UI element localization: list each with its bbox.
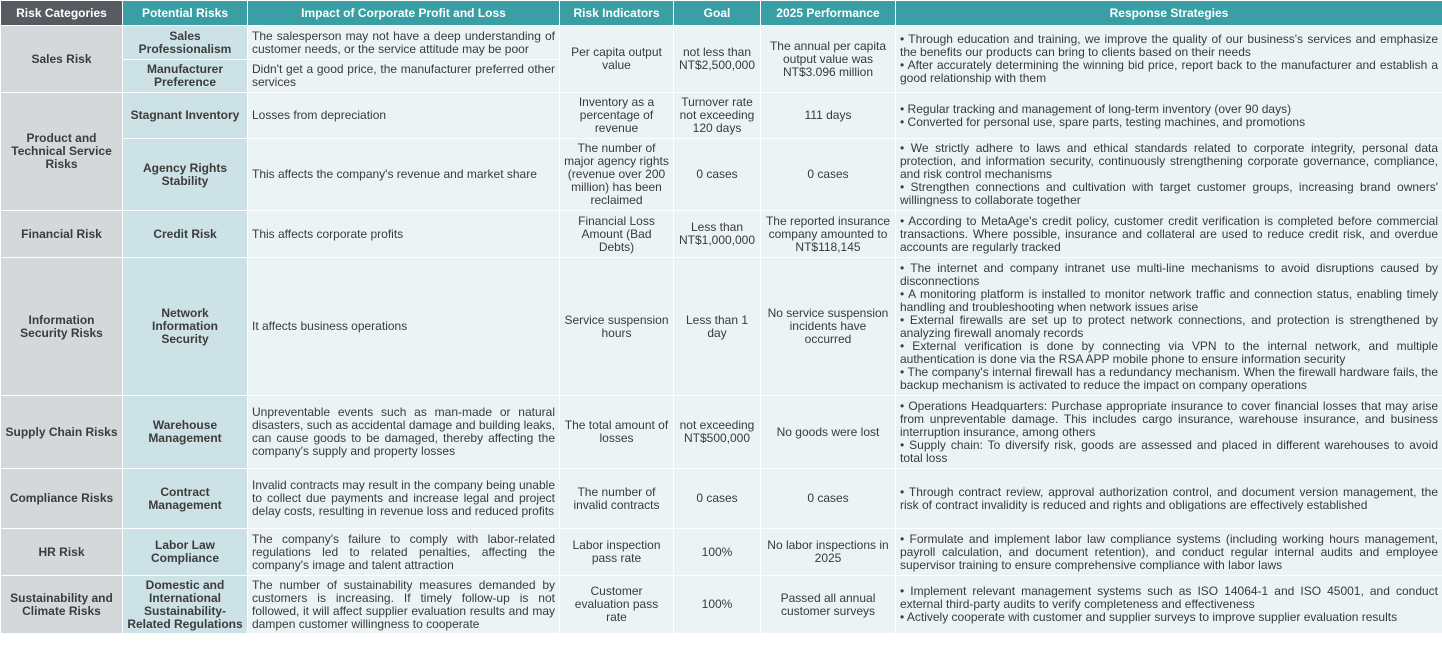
potential-risk: Warehouse Management <box>123 396 248 469</box>
header-performance: 2025 Performance <box>761 1 896 26</box>
potential-risk: Sales Professionalism <box>123 26 248 60</box>
impact-cell: The company's failure to comply with labor-related regulations led to related penalties, affecting the company's image and talent attraction <box>248 529 560 576</box>
goal-cell: 100% <box>674 576 761 634</box>
header-impact: Impact of Corporate Profit and Loss <box>248 1 560 26</box>
impact-cell: Unpreventable events such as man-made or natural disasters, such as accidental damage and building leaks, can cause goods to be damaged, thereby affecting the company's supply and property losses <box>248 396 560 469</box>
response-item: • Strengthen connections and cultivation with target customer groups, increasing brand owners' willingness to collaborate together <box>900 180 1438 207</box>
performance-cell: 0 cases <box>761 469 896 529</box>
response-item: • According to MetaAge's credit policy, customer credit verification is completed before commercial transactions. Where possible, insurance and collateral are used to reduce credit risk, and overdue accounts are regularly tracked <box>900 213 1438 254</box>
indicator-cell: Per capita output value <box>560 26 674 93</box>
category-product-technical-service-risks: Product and Technical Service Risks <box>1 93 123 211</box>
response-item: • Actively cooperate with customer and supplier surveys to improve supplier evaluation results <box>900 610 1398 624</box>
performance-cell: No labor inspections in 2025 <box>761 529 896 576</box>
response-item: • The company's internal firewall has a redundancy mechanism. When the firewall hardware fails, the backup mechanism is activated to reduce the impact on company operations <box>900 364 1438 392</box>
table-row <box>1 576 1442 634</box>
response-cell <box>896 258 1442 396</box>
category-supply-chain-risks: Supply Chain Risks <box>1 396 123 469</box>
header-row <box>1 1 1442 26</box>
goal-cell: Less than NT$1,000,000 <box>674 211 761 258</box>
response-item: • Operations Headquarters: Purchase appropriate insurance to cover financial losses that may arise from unpreventable damage. This includes cargo insurance, warehouse insurance, and business interruption insurance, among others <box>900 398 1438 439</box>
impact-cell: This affects the company's revenue and market share <box>248 139 560 211</box>
impact-cell: This affects corporate profits <box>248 211 560 258</box>
table-row <box>1 26 1442 60</box>
goal-cell: 100% <box>674 529 761 576</box>
impact-cell: Invalid contracts may result in the company being unable to collect due payments and increase legal and project delay costs, resulting in revenue loss and reduced profits <box>248 469 560 529</box>
goal-cell: not exceeding NT$500,000 <box>674 396 761 469</box>
performance-cell: 0 cases <box>761 139 896 211</box>
table-row <box>1 93 1442 139</box>
header-goal: Goal <box>674 1 761 26</box>
goal-cell: Turnover rate not exceeding 120 days <box>674 93 761 139</box>
potential-risk: Labor Law Compliance <box>123 529 248 576</box>
potential-risk: Network Information Security <box>123 258 248 396</box>
table-row <box>1 469 1442 529</box>
performance-cell: The annual per capita output value was NT$3.096 million <box>761 26 896 93</box>
response-item: • Converted for personal use, spare parts, testing machines, and promotions <box>900 114 1306 129</box>
category-financial-risk: Financial Risk <box>1 211 123 258</box>
category-sustainability-climate-risks: Sustainability and Climate Risks <box>1 576 123 634</box>
table-row <box>1 139 1442 211</box>
performance-cell: No goods were lost <box>761 396 896 469</box>
response-item: • Through contract review, approval authorization control, and document version management, the risk of contract invalidity is reduced and rights and obligations are effectively established <box>900 484 1438 512</box>
header-risk-categories: Risk Categories <box>1 1 123 26</box>
indicator-cell: Labor inspection pass rate <box>560 529 674 576</box>
table-row <box>1 211 1442 258</box>
indicator-cell: Service suspension hours <box>560 258 674 396</box>
response-item: • External firewalls are set up to protect network connections, and protection is strengthened by analyzing firewall anomaly records <box>900 312 1438 340</box>
response-cell <box>896 93 1442 139</box>
response-item: • A monitoring platform is installed to monitor network traffic and connection status, enabling timely handling and troubleshooting when network issues arise <box>900 286 1438 314</box>
goal-cell: 0 cases <box>674 469 761 529</box>
response-item: • External verification is done by connecting via VPN to the internal network, and multiple authentication is done via the RSA APP mobile phone to ensure information security <box>900 338 1438 366</box>
performance-cell: No service suspension incidents have occurred <box>761 258 896 396</box>
potential-risk: Contract Management <box>123 469 248 529</box>
category-information-security-risks: Information Security Risks <box>1 258 123 396</box>
header-potential-risks: Potential Risks <box>123 1 248 26</box>
goal-cell: not less than NT$2,500,000 <box>674 26 761 93</box>
goal-cell: Less than 1 day <box>674 258 761 396</box>
impact-cell: The number of sustainability measures demanded by customers is increasing. If timely follow-up is not followed, it will affect supplier evaluation results and may dampen customer willingness to cooperate <box>248 576 560 634</box>
potential-risk: Domestic and International Sustainability-Related Regulations <box>123 576 248 634</box>
response-cell <box>896 469 1442 529</box>
table-row <box>1 529 1442 576</box>
table-row <box>1 258 1442 396</box>
indicator-cell: The total amount of losses <box>560 396 674 469</box>
category-hr-risk: HR Risk <box>1 529 123 576</box>
potential-risk: Credit Risk <box>123 211 248 258</box>
response-item: • The internet and company intranet use multi-line mechanisms to avoid disruptions caused by disconnections <box>900 260 1438 288</box>
header-response-strategies: Response Strategies <box>896 1 1442 26</box>
potential-risk: Manufacturer Preference <box>123 60 248 93</box>
goal-cell: 0 cases <box>674 139 761 211</box>
indicator-cell: The number of major agency rights (revenue over 200 million) has been reclaimed <box>560 139 674 211</box>
indicator-cell: The number of invalid contracts <box>560 469 674 529</box>
response-item: • Through education and training, we improve the quality of our business's services and emphasize the benefits our products can bring to clients based on their needs <box>900 32 1438 59</box>
performance-cell: 111 days <box>761 93 896 139</box>
response-item: • Supply chain: To diversify risk, goods are assessed and placed in different warehouses to avoid total loss <box>900 437 1438 465</box>
potential-risk: Stagnant Inventory <box>123 93 248 139</box>
response-cell <box>896 26 1442 93</box>
indicator-cell: Financial Loss Amount (Bad Debts) <box>560 211 674 258</box>
impact-cell: It affects business operations <box>248 258 560 396</box>
response-cell <box>896 576 1442 634</box>
response-item: • We strictly adhere to laws and ethical standards related to corporate integrity, personal data protection, and information security, continuously strengthening corporate governance, compliance, and risk control mechanisms <box>900 141 1438 181</box>
impact-cell: The salesperson may not have a deep understanding of customer needs, or the service attitude may be poor <box>248 26 560 60</box>
response-item: • After accurately determining the winning bid price, report back to the manufacturer and establish a good relationship with them <box>900 58 1438 85</box>
response-cell <box>896 139 1442 211</box>
category-compliance-risks: Compliance Risks <box>1 469 123 529</box>
response-item: • Formulate and implement labor law compliance systems (including working hours management, payroll calculation, and document retention), and conduct regular internal audits and employee supervisor training to ensure comprehensive compliance with labor laws <box>900 531 1438 572</box>
impact-cell: Losses from depreciation <box>248 93 560 139</box>
response-cell <box>896 529 1442 576</box>
category-sales-risk: Sales Risk <box>1 26 123 93</box>
impact-cell: Didn't get a good price, the manufacturer preferred other services <box>248 60 560 93</box>
indicator-cell: Inventory as a percentage of revenue <box>560 93 674 139</box>
performance-cell: Passed all annual customer surveys <box>761 576 896 634</box>
performance-cell: The reported insurance company amounted to NT$118,145 <box>761 211 896 258</box>
response-cell <box>896 396 1442 469</box>
indicator-cell: Customer evaluation pass rate <box>560 576 674 634</box>
potential-risk: Agency Rights Stability <box>123 139 248 211</box>
response-cell <box>896 211 1442 258</box>
response-item: • Regular tracking and management of long-term inventory (over 90 days) <box>900 101 1292 116</box>
table-row <box>1 396 1442 469</box>
response-item: • Implement relevant management systems such as ISO 14064-1 and ISO 45001, and conduct external third-party audits to verify completeness and effectiveness <box>900 584 1438 611</box>
header-risk-indicators: Risk Indicators <box>560 1 674 26</box>
